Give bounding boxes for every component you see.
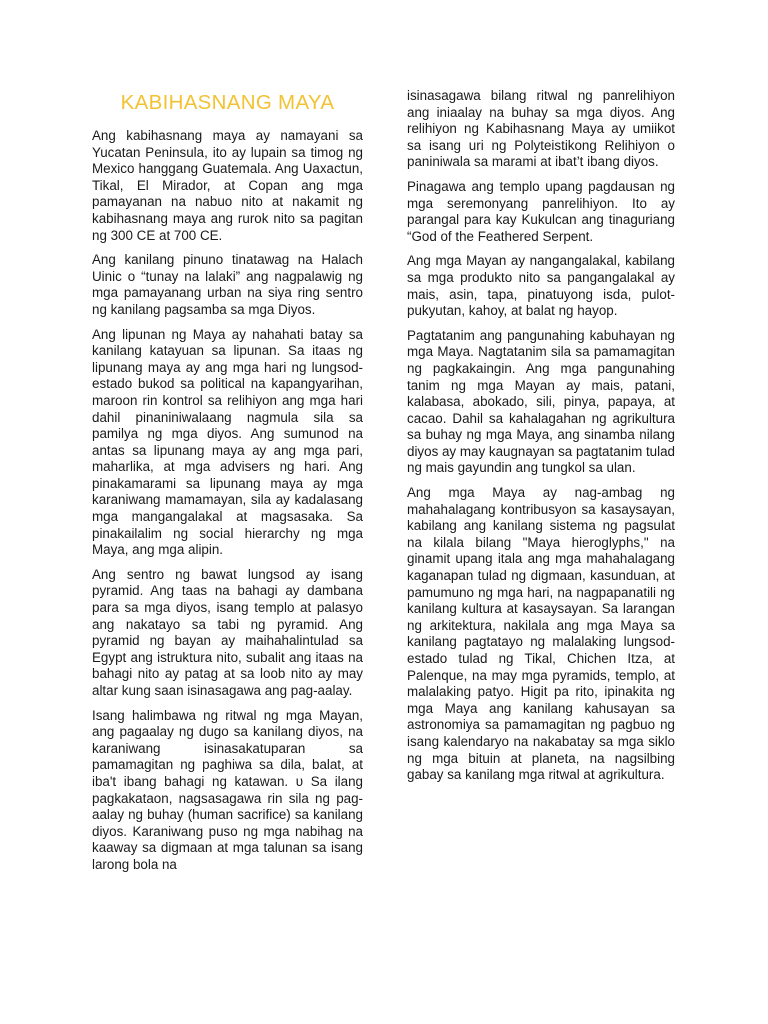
left-column-text <box>92 128 363 882</box>
right-column-text <box>407 88 675 792</box>
paragraph-social-hierarchy: Ang lipunan ng Maya ay nahahati batay sa kanilang katayuan sa lipunan. Sa itaas ng lipunang maya ay ang mga hari ng lungsod-estado bukod sa political na kapangyarihan, maroon rin kontrol sa relihiyon ang mga hari dahil pinaniniwalaang nagmula sila sa pamilya ng mga diyos. Ang sumunod na antas sa lipunang maya ay ang mga pari, maharlika, at mga advisers ng hari. Ang pinakamarami sa lipunang maya ay mga karaniwang mamamayan, sila ay kadalasang mga mangangalakal at magsasaka. Sa pinakailalim ng social hierarchy ng mga Maya, ang mga alipin. <box>92 326 363 558</box>
paragraph-halach-uinic: Ang kanilang pinuno tinatawag na Halach Uinic o “tunay na lalaki” ang nagpalawig ng mga pamayanang urban na siya ring sentro ng kanilang pagsamba sa mga Diyos. <box>92 252 363 317</box>
paragraph-temple: Pinagawa ang templo upang pagdausan ng mga seremonyang panrelihiyon. Ito ay parangal para kay Kukulcan ang tinaguriang “God of the Feathered Serpent. <box>407 178 675 244</box>
paragraph-ritual: Isang halimbawa ng ritwal ng mga Mayan, ang pagaalay ng dugo sa kanilang diyos, na karaniwang isinasakatuparan sa pamamagitan ng paghiwa sa dila, balat, at iba't ibang bahagi ng katawan. υ Sa ilang pagkakataon, nagsasagawa rin sila ng pag-aalay ng buhay (human sacrifice) sa kanilang diyos. Karaniwang puso ng mga nabihag na kaaway sa digmaan at mga talunan sa isang larong bola na <box>92 707 363 872</box>
paragraph-agriculture: Pagtatanim ang pangunahing kabuhayan ng mga Maya. Nagtatanim sila sa pamamagitan ng pagkakaingin. Ang mga pangunahing tanim ng mga Mayan ay mais, patani, kalabasa, abokado, sili, pinya, papaya, at cacao. Dahil sa kahalagahan ng agrikultura sa buhay ng mga Maya, ang sinamba nilang diyos ay may kaugnayan sa pagtatanim tulad ng mais gayundin ang tungkol sa ulan. <box>407 327 675 476</box>
paragraph-yucatan: Ang kabihasnang maya ay namayani sa Yucatan Peninsula, ito ay lupain sa timog ng Mexico hanggang Guatemala. Ang Uaxactun, Tikal, El Mirador, at Copan ang mga pamayanan na nabuo nito at nakamit ng kabihasnang maya ang rurok nito sa pagitan ng 300 CE at 700 CE. <box>92 128 363 243</box>
paragraph-religion: isinasagawa bilang ritwal ng panrelihiyon ang iniaalay na buhay sa mga diyos. Ang relihiyon ng Kabihasnang Maya ay umiikot sa isang uri ng Polyteistikong Relihiyon o paniniwala sa marami at ibat’t ibang diyos. <box>407 88 675 170</box>
paragraph-trade: Ang mga Mayan ay nangangalakal, kabilang sa mga produkto nito sa pangangalakal ay mais, asin, tapa, pinatuyong isda, pulot-pukyutan, kahoy, at balat ng hayop. <box>407 253 675 319</box>
paragraph-contributions: Ang mga Maya ay nag-ambag ng mahahalagang kontribusyon sa kasaysayan, kabilang ang kanilang sistema ng pagsulat na kilala bilang "Maya hieroglyphs," na ginamit upang itala ang mga mahahalagang kaganapan tulad ng digmaan, kasunduan, at pamumuno ng mga hari, na nagpapanatili ng kanilang kultura at kasaysayan. Sa larangan ng arkitektura, nakilala ang mga Maya sa kanilang pagtatayo ng malalaking lungsod-estado tulad ng Tikal, Chichen Itza, at Palenque, na may mga pyramids, templo, at malalaking patyo. Higit pa rito, ipinakita ng mga Maya ang kanilang kahusayan sa astronomiya sa pamamagitan ng pagbuo ng isang kalendaryo na nakabatay sa mga siklo ng mga bituin at planeta, na nagsilbing gabay sa kanilang mga ritwal at agrikultura. <box>407 485 675 783</box>
paragraph-pyramid: Ang sentro ng bawat lungsod ay isang pyramid. Ang taas na bahagi ay dambana para sa mga diyos, isang templo at palasyo ang nakatayo sa tabi ng pyramid. Ang pyramid ng bayan ay maihahalintulad sa Egypt ang istruktura nito, subalit ang itaas na bahagi nito ay patag at sa loob nito ay may altar kung saan isinasagawa ang pag-aalay. <box>92 566 363 698</box>
document-title: KABIHASNANG MAYA <box>120 91 335 114</box>
